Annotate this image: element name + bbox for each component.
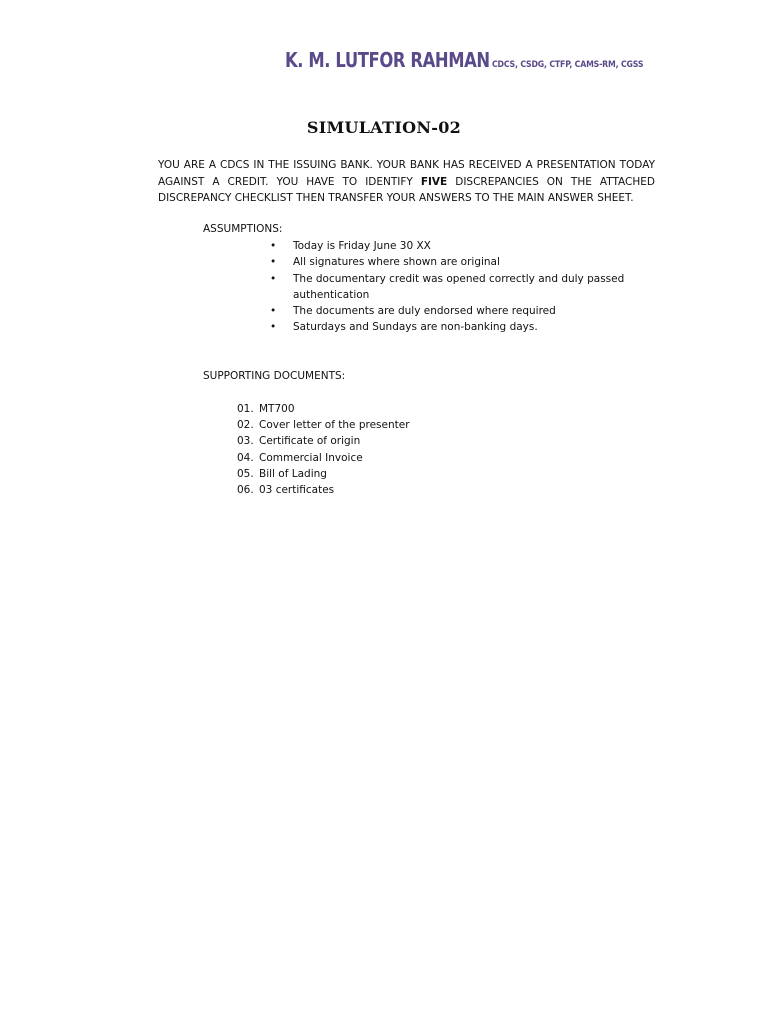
list-item xyxy=(270,254,630,270)
list-item xyxy=(270,319,630,335)
list-item xyxy=(237,482,410,498)
document-name: MT700 xyxy=(259,403,295,415)
item-number: 05. xyxy=(237,467,254,480)
intro-emphasis: FIVE xyxy=(420,175,448,188)
list-item xyxy=(237,417,410,433)
supporting-documents-list xyxy=(237,401,410,498)
document-title: SIMULATION-02 xyxy=(306,118,462,137)
intro-text-after: DISCREPANCIES ON THE ATTACHED DISCREPANCY CHECKLIST THEN TRANSFER YOUR ANSWERS TO THE MAIN ANSWER SHEET. xyxy=(158,175,655,204)
assumption-text: Saturdays and Sundays are non-banking days. xyxy=(293,321,538,334)
document-name: Bill of Lading xyxy=(259,467,327,480)
list-item xyxy=(270,271,630,304)
item-number: 04. xyxy=(237,451,254,464)
document-name: Certificate of origin xyxy=(259,435,361,448)
list-item xyxy=(237,401,410,417)
bullet-icon: • xyxy=(270,240,277,252)
author-header xyxy=(240,48,656,72)
item-number: 02. xyxy=(237,419,254,432)
list-item xyxy=(237,466,410,482)
author-credentials: CDCS, CSDG, CTFP, CAMS-RM, CGSS xyxy=(491,60,643,70)
bullet-icon: • xyxy=(270,256,277,269)
assumptions-heading: ASSUMPTIONS: xyxy=(203,223,283,235)
supporting-documents-heading: SUPPORTING DOCUMENTS: xyxy=(203,370,346,382)
list-item xyxy=(270,238,630,254)
assumption-text: All signatures where shown are original xyxy=(293,256,500,269)
list-item xyxy=(237,433,410,449)
assumption-text: The documents are duly endorsed where required xyxy=(293,305,556,318)
document-name: Cover letter of the presenter xyxy=(259,419,410,432)
document-name: Commercial Invoice xyxy=(259,451,363,464)
document-name: 03 certificates xyxy=(259,484,335,497)
item-number: 03. xyxy=(237,435,254,448)
bullet-icon: • xyxy=(270,305,277,318)
assumption-text: The documentary credit was opened correctly and duly passed authentication xyxy=(293,272,625,301)
assumptions-list xyxy=(270,238,630,336)
item-number: 06. xyxy=(237,484,254,497)
assumption-text: Today is Friday June 30 XX xyxy=(293,240,431,252)
item-number: 01. xyxy=(237,403,254,415)
bullet-icon: • xyxy=(270,321,277,334)
list-item xyxy=(270,303,630,319)
bullet-icon: • xyxy=(270,272,277,285)
intro-text-before: YOU ARE A CDCS IN THE ISSUING BANK. YOUR BANK HAS RECEIVED A PRESENTATION TODAY AGAINST A CREDIT. YOU HAVE TO IDENTIFY xyxy=(158,159,655,188)
list-item xyxy=(237,450,410,466)
intro-paragraph xyxy=(158,157,655,207)
author-name: K. M. LUTFOR RAHMAN xyxy=(284,48,490,72)
